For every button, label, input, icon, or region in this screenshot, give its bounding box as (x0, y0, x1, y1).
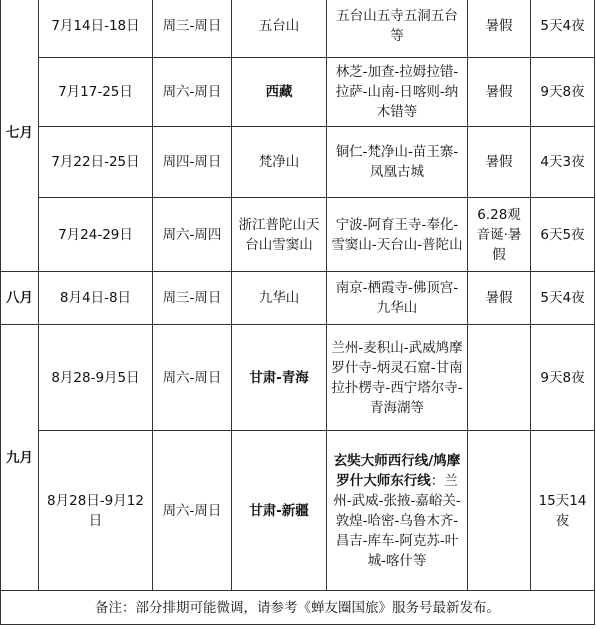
table-row (1, 198, 595, 272)
row-note (468, 431, 531, 591)
row-duration: 5天4夜 (531, 272, 595, 325)
row-route: 南京-栖霞寺-佛顶宫-九华山 (327, 272, 468, 325)
row-duration: 4天3夜 (531, 127, 595, 198)
row-note: 暑假 (468, 58, 531, 127)
row-duration: 6天5夜 (531, 198, 595, 272)
row-note: 暑假 (468, 127, 531, 198)
row-route: 兰州-麦积山-武威鸠摩罗什寺-炳灵石窟-甘南拉扑楞寺-西宁塔尔寺-青海湖等 (327, 325, 468, 431)
row-route: 五台山五寺五洞五台等 (327, 0, 468, 58)
row-days: 周六-周四 (153, 198, 232, 272)
row-dates: 7月14日-18日 (39, 0, 153, 58)
row-dates: 7月17-25日 (39, 58, 153, 127)
month-september: 九月 (1, 325, 39, 591)
row-days: 周四-周日 (153, 127, 232, 198)
table-row (1, 272, 595, 325)
month-july: 七月 (1, 0, 39, 272)
row-dates: 7月22日-25日 (39, 127, 153, 198)
row-duration: 15天14夜 (531, 431, 595, 591)
row-destination: 九华山 (232, 272, 327, 325)
route-line-stops: ：兰州-武威-张掖-嘉峪关-敦煌-哈密-乌鲁木齐-昌吉-库车-阿克苏-叶城-喀什等 (333, 472, 461, 569)
row-destination: 甘肃-青海 (232, 325, 327, 431)
table-row (1, 127, 595, 198)
row-destination: 五台山 (232, 0, 327, 58)
row-days: 周三-周日 (153, 272, 232, 325)
row-days: 周三-周日 (153, 0, 232, 58)
month-august: 八月 (1, 272, 39, 325)
row-days: 周六-周日 (153, 325, 232, 431)
table-row (1, 431, 595, 591)
footer-row (1, 591, 595, 625)
row-dates: 7月24-29日 (39, 198, 153, 272)
row-route: 铜仁-梵净山-苗王寨-凤凰古城 (327, 127, 468, 198)
row-duration: 9天8夜 (531, 325, 595, 431)
row-dates: 8月4日-8日 (39, 272, 153, 325)
row-route: 宁波-阿育王寺-奉化-雪窦山-天台山-普陀山 (327, 198, 468, 272)
row-destination: 西藏 (232, 58, 327, 127)
row-days: 周六-周日 (153, 431, 232, 591)
row-duration: 9天8夜 (531, 58, 595, 127)
row-route (327, 431, 468, 591)
table-row (1, 325, 595, 431)
row-duration: 5天4夜 (531, 0, 595, 58)
row-note (468, 325, 531, 431)
row-days: 周六-周日 (153, 58, 232, 127)
row-note: 暑假 (468, 0, 531, 58)
footer-note: 备注：部分排期可能微调，请参考《蝉友圈国旅》服务号最新发布。 (1, 591, 595, 625)
route-line-title: 玄奘大师西行线/鸠摩罗什大师东行线 (333, 452, 461, 489)
row-note: 暑假 (468, 272, 531, 325)
row-destination: 梵净山 (232, 127, 327, 198)
table-row (1, 58, 595, 127)
row-destination: 浙江普陀山天台山雪窦山 (232, 198, 327, 272)
row-dates: 8月28-9月5日 (39, 325, 153, 431)
row-route: 林芝-加查-拉姆拉错-拉萨-山南-日喀则-纳木错等 (327, 58, 468, 127)
row-dates: 8月28日-9月12日 (39, 431, 153, 591)
table-row (1, 0, 595, 58)
row-note: 6.28观音诞·暑假 (468, 198, 531, 272)
row-destination: 甘肃-新疆 (232, 431, 327, 591)
